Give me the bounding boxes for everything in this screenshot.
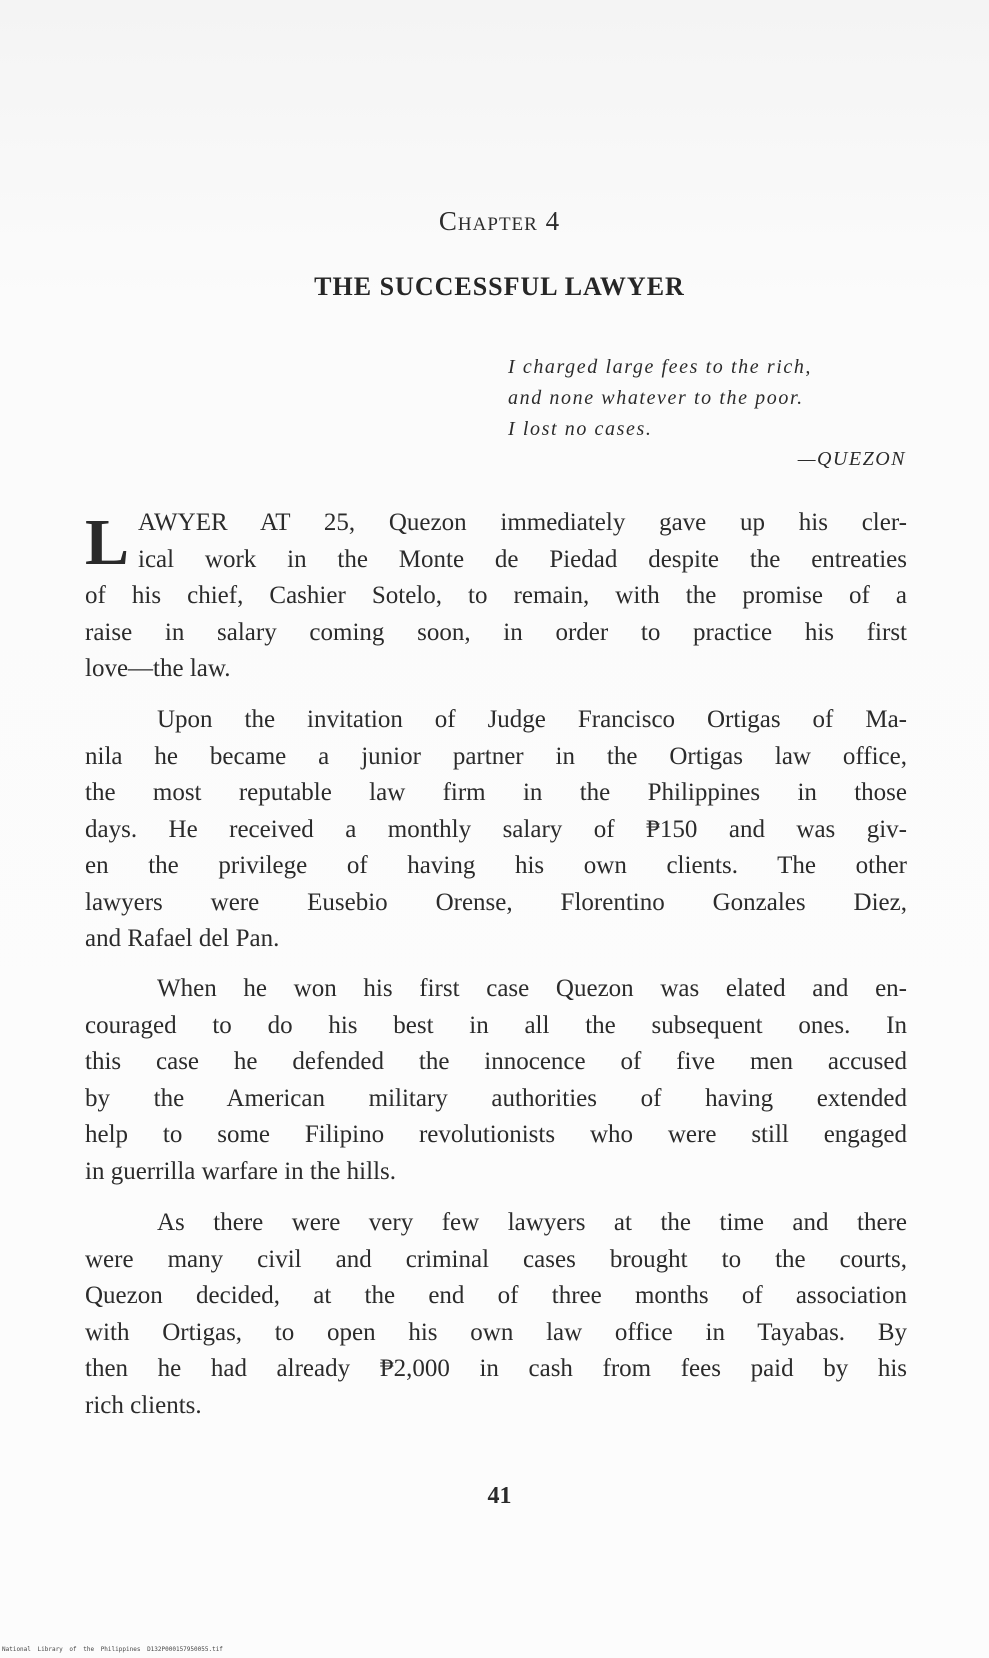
text-line: then he had already ₱2,000 in cash from fees paid by his bbox=[85, 1355, 907, 1382]
text-line: When he won his first case Quezon was elated and en- bbox=[157, 975, 907, 1002]
text-line: the most reputable law firm in the Philippines in those bbox=[85, 779, 907, 806]
epigraph bbox=[508, 352, 906, 445]
footer-source: National Library of the Philippines bbox=[2, 1646, 141, 1653]
text-line: this case he defended the innocence of five men accused bbox=[85, 1048, 907, 1075]
paragraph-4 bbox=[85, 1205, 907, 1424]
text-line: of his chief, Cashier Sotelo, to remain, with the promise of a bbox=[85, 582, 907, 609]
paragraph-1-rest bbox=[85, 578, 907, 688]
text-line: help to some Filipino revolutionists who were still engaged bbox=[85, 1121, 907, 1148]
text-line: Upon the invitation of Judge Francisco Ortigas of Ma- bbox=[157, 706, 907, 733]
epigraph-line: and none whatever to the poor. bbox=[508, 387, 804, 409]
text-line: rich clients. bbox=[85, 1391, 202, 1419]
paragraph-1-opening bbox=[138, 505, 907, 578]
drop-cap: L bbox=[85, 506, 130, 579]
paragraph-2 bbox=[85, 702, 907, 958]
text-line: couraged to do his best in all the subsequent ones. In bbox=[85, 1011, 907, 1039]
chapter-title: THE SUCCESSFUL LAWYER bbox=[314, 272, 685, 301]
text-line: raise in salary coming soon, in order to practice his first bbox=[85, 618, 907, 646]
text-line: in guerrilla warfare in the hills. bbox=[85, 1157, 396, 1185]
footer-file-id: D132P000157950055.tif bbox=[147, 1646, 223, 1653]
text-line: with Ortigas, to open his own law office in Tayabas. By bbox=[85, 1318, 907, 1346]
scan-footer bbox=[2, 1646, 223, 1653]
text-line: ical work in the Monte de Piedad despite the entreaties bbox=[138, 545, 907, 573]
text-line: nila he became a junior partner in the Ortigas law office, bbox=[85, 742, 907, 770]
text-line: AWYER AT 25, Quezon immediately gave up his cler- bbox=[138, 509, 907, 536]
text-line: en the privilege of having his own clients. The other bbox=[85, 852, 907, 879]
text-line: by the American military authorities of having extended bbox=[85, 1084, 907, 1112]
paragraph-3 bbox=[85, 971, 907, 1190]
text-line: Quezon decided, at the end of three months of association bbox=[85, 1282, 907, 1309]
epigraph-line: I lost no cases. bbox=[508, 418, 653, 440]
text-line: were many civil and criminal cases brought to the courts, bbox=[85, 1245, 907, 1273]
page-number: 41 bbox=[487, 1483, 512, 1509]
text-line: and Rafael del Pan. bbox=[85, 925, 280, 952]
epigraph-line: I charged large fees to the rich, bbox=[508, 356, 813, 378]
text-line: As there were very few lawyers at the time and there bbox=[157, 1209, 907, 1236]
text-line: lawyers were Eusebio Orense, Florentino Gonzales Diez, bbox=[85, 888, 907, 916]
chapter-label: Chapter 4 bbox=[438, 206, 561, 236]
text-line: days. He received a monthly salary of ₱150 and was giv- bbox=[85, 815, 907, 843]
epigraph-author: —QUEZON bbox=[797, 448, 906, 470]
text-line: love—the law. bbox=[85, 655, 231, 682]
